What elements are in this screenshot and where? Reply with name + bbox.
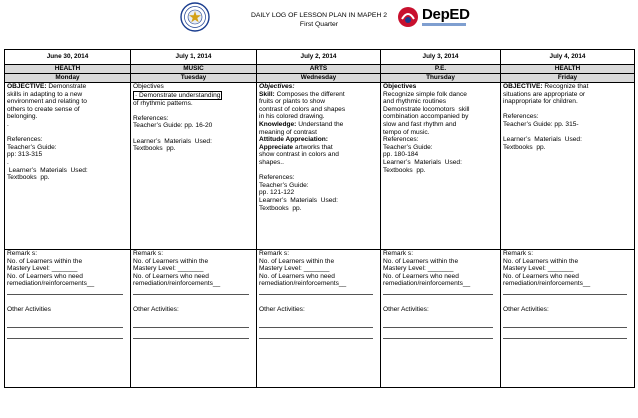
remarks-cell [5,250,131,388]
objective-line: Teacher’s Guide: [383,143,433,151]
remarks-line: Mastery Level: _______ [7,265,78,273]
remarks-spacer [383,314,498,321]
objective-highlight: · Demonstrate understanding [135,91,221,99]
remarks-line: No. of Learners within the [7,257,83,265]
remarks-cell [381,250,501,388]
remarks-line: Mastery Level: _______ [383,265,454,273]
remarks-spacer [259,299,378,306]
other-activities-blank-line [503,332,627,339]
subject-cell: HEALTH [501,65,635,74]
objective-keyword: Skill: [259,90,275,98]
remarks-blank-line [133,288,249,295]
remarks-line: remediation/reinforcements__ [383,280,471,288]
date-cell: July 1, 2014 [131,50,257,65]
other-activities-label: Other Activities: [133,305,179,313]
objective-keyword: Appreciate [259,143,294,151]
remarks-blank-line [259,288,373,295]
objective-text: Composes the different [274,90,345,98]
remarks-line: Remark s: [503,250,534,257]
remarks-line: remediation/reinforcements__ [7,280,95,288]
remarks-cell [257,250,381,388]
remarks-line: Remark s: [133,250,164,257]
other-activities-blank-line [259,321,373,328]
objective-line [259,136,378,144]
objective-line: References: [259,174,295,182]
remarks-cell [501,250,635,388]
objective-line [259,121,378,129]
remarks-spacer [503,299,632,306]
remarks-spacer [259,314,378,321]
objectives-cell [381,83,501,250]
objective-line: Teacher’s Guide: [259,181,309,189]
other-activities-label: Other Activities: [383,305,429,313]
subject-header-row [5,65,635,74]
objective-line [259,144,378,152]
objective-line: pp. 180-184 [383,151,419,159]
remarks-blank-line [383,288,493,295]
objectives-cell [257,83,381,250]
objective-line: Teacher’s Guide: pp. 315- [503,120,579,128]
objective-line: in his colored drawing. [259,113,325,121]
remarks-spacer [7,299,128,306]
objective-line: Teacher’s Guide: [7,143,57,151]
other-activities-blank-line [503,321,627,328]
document-title: DAILY LOG OF LESSON PLAN IN MAPEH 2 [250,12,388,19]
objective-keyword: OBJECTIVE: [503,83,543,90]
objective-line [133,91,254,100]
objective-line [133,130,254,138]
remarks-line: Mastery Level: _______ [503,265,574,273]
deped-wordmark-underline [422,23,466,26]
objective-line [259,91,378,99]
weekday-cell: Thursday [381,74,501,83]
other-activities-label: Other Activities [7,305,51,313]
objectives-cell [501,83,635,250]
objective-line: Demonstrate locomotors skill [383,105,470,113]
objective-line [503,83,632,91]
objective-line: environment and relating to [7,98,87,106]
objective-line: Textbooks pp. [7,174,50,182]
remarks-line: Remark s: [259,250,290,257]
remarks-line: No. of Learners who need [133,272,209,280]
other-activities-label: Other Activities: [503,305,549,313]
date-cell: June 30, 2014 [5,50,131,65]
date-cell: July 3, 2014 [381,50,501,65]
weekday-cell: Wednesday [257,74,381,83]
objective-line: Textbooks pp. [133,145,176,153]
remarks-cell [131,250,257,388]
other-activities-blank-line [383,332,493,339]
other-activities-blank-line [7,332,123,339]
objective-line: inappropriate for children. [503,98,578,106]
objectives-row [5,83,635,250]
other-activities-blank-line [259,332,373,339]
document-quarter: First Quarter [299,21,339,28]
remarks-spacer [7,314,128,321]
remarks-row [5,250,635,388]
objective-line: Learner’s Materials Used: [383,158,462,166]
deped-logo [396,4,468,32]
remarks-spacer [503,314,632,321]
objective-line [259,83,378,91]
objective-text: artworks that [293,143,333,151]
objective-line: tempo of music. [383,128,430,136]
weekday-cell: Monday [5,74,131,83]
objective-line: . [7,120,9,128]
objective-line: pp. 121-122 [259,189,295,197]
objective-line: slow and fast rhythm and [383,120,457,128]
objective-line [133,107,254,115]
objective-line: situations are appropriate or [503,90,586,98]
subject-cell: MUSIC [131,65,257,74]
subject-cell: HEALTH [5,65,131,74]
other-activities-blank-line [383,321,493,328]
date-cell: July 2, 2014 [257,50,381,65]
objective-keyword: Objectives [383,83,417,90]
remarks-spacer [133,299,254,306]
objective-line: Recognize simple folk dance [383,90,467,98]
remarks-line: No. of Learners within the [133,257,209,265]
objective-line: Learner’s Materials Used: [7,166,88,174]
objective-text: Recognize that [542,83,589,90]
objective-line: pp: 313-315 [7,151,43,159]
objectives-cell [131,83,257,250]
deped-wordmark: DepED [422,6,470,23]
objective-line [7,83,128,91]
date-header-row [5,50,635,65]
remarks-line: No. of Learners who need [383,272,459,280]
objective-line: References: [133,114,169,122]
objective-line: . [7,158,9,166]
date-cell: July 4, 2014 [501,50,635,65]
objective-line [259,167,378,175]
remarks-line: Remark s: [7,250,38,257]
objective-line: belonging. [7,113,38,121]
other-activities-label: Other Activities: [259,305,305,313]
remarks-line: No. of Learners who need [259,272,335,280]
remarks-line: No. of Learners who need [7,272,83,280]
remarks-line: No. of Learners who need [503,272,579,280]
remarks-blank-line [7,288,123,295]
objectives-cell [5,83,131,250]
objective-line: Textbooks pp. [503,143,546,151]
objective-line [7,129,128,137]
objective-line: shapes.. [259,158,284,166]
objective-line: Objectives [133,83,164,90]
objective-line: Teacher’s Guide: pp. 16-20 [133,122,213,130]
objective-line: show contrast in colors and [259,151,339,159]
subject-cell: ARTS [257,65,381,74]
objective-line: contrast of colors and shapes [259,105,346,113]
objective-line [503,106,632,114]
objective-line: skills in adapting to a new [7,90,83,98]
deped-emblem-icon [396,5,420,29]
objective-line: Textbooks pp. [383,166,426,174]
weekday-header-row [5,74,635,83]
objective-keyword: Objectives: [259,83,295,90]
objective-text: Understand the [296,120,344,128]
objective-line: combination accompanied by [383,113,469,121]
other-activities-blank-line [7,321,123,328]
objective-line: Textbooks pp. [259,204,302,212]
remarks-line: remediation/reinforcements__ [503,280,591,288]
remarks-spacer [383,299,498,306]
remarks-line: No. of Learners within the [503,257,579,265]
objective-keyword: Knowledge: [259,120,297,128]
remarks-line: Mastery Level: _______ [133,265,204,273]
objective-line: References: [383,136,419,144]
objective-line [383,83,498,91]
remarks-line: Mastery Level: _______ [259,265,330,273]
objective-line: others to create sense of [7,105,80,113]
remarks-line: remediation/reinforcements__ [259,280,347,288]
lesson-plan-table [4,49,635,388]
objective-keyword: OBJECTIVE: [7,83,47,90]
objective-line: Learner’s Materials Used: [503,136,582,144]
objective-line: meaning of contrast [259,128,317,136]
objective-line [503,129,632,137]
objective-line: of rhythmic patterns. [133,99,193,107]
weekday-cell: Friday [501,74,635,83]
remarks-blank-line [503,288,627,295]
objective-line: References: [7,136,43,144]
weekday-cell: Tuesday [131,74,257,83]
objective-line: fruits or plants to show [259,98,325,106]
remarks-line: Remark s: [383,250,414,257]
other-activities-blank-line [133,321,249,328]
objective-line: References: [503,113,539,121]
objective-keyword: Attitude Appreciation: [259,136,328,144]
objective-line: and rhythmic routines [383,98,447,106]
subject-cell: P.E. [381,65,501,74]
objective-text: Demonstrate [46,83,87,90]
remarks-spacer [133,314,254,321]
objective-line: Learner’s Materials Used: [259,196,338,204]
remarks-line: No. of Learners within the [383,257,459,265]
remarks-line: No. of Learners within the [259,257,335,265]
other-activities-blank-line [133,332,249,339]
remarks-line: remediation/reinforcements__ [133,280,221,288]
objective-line: Learner’s Materials Used: [133,137,212,145]
